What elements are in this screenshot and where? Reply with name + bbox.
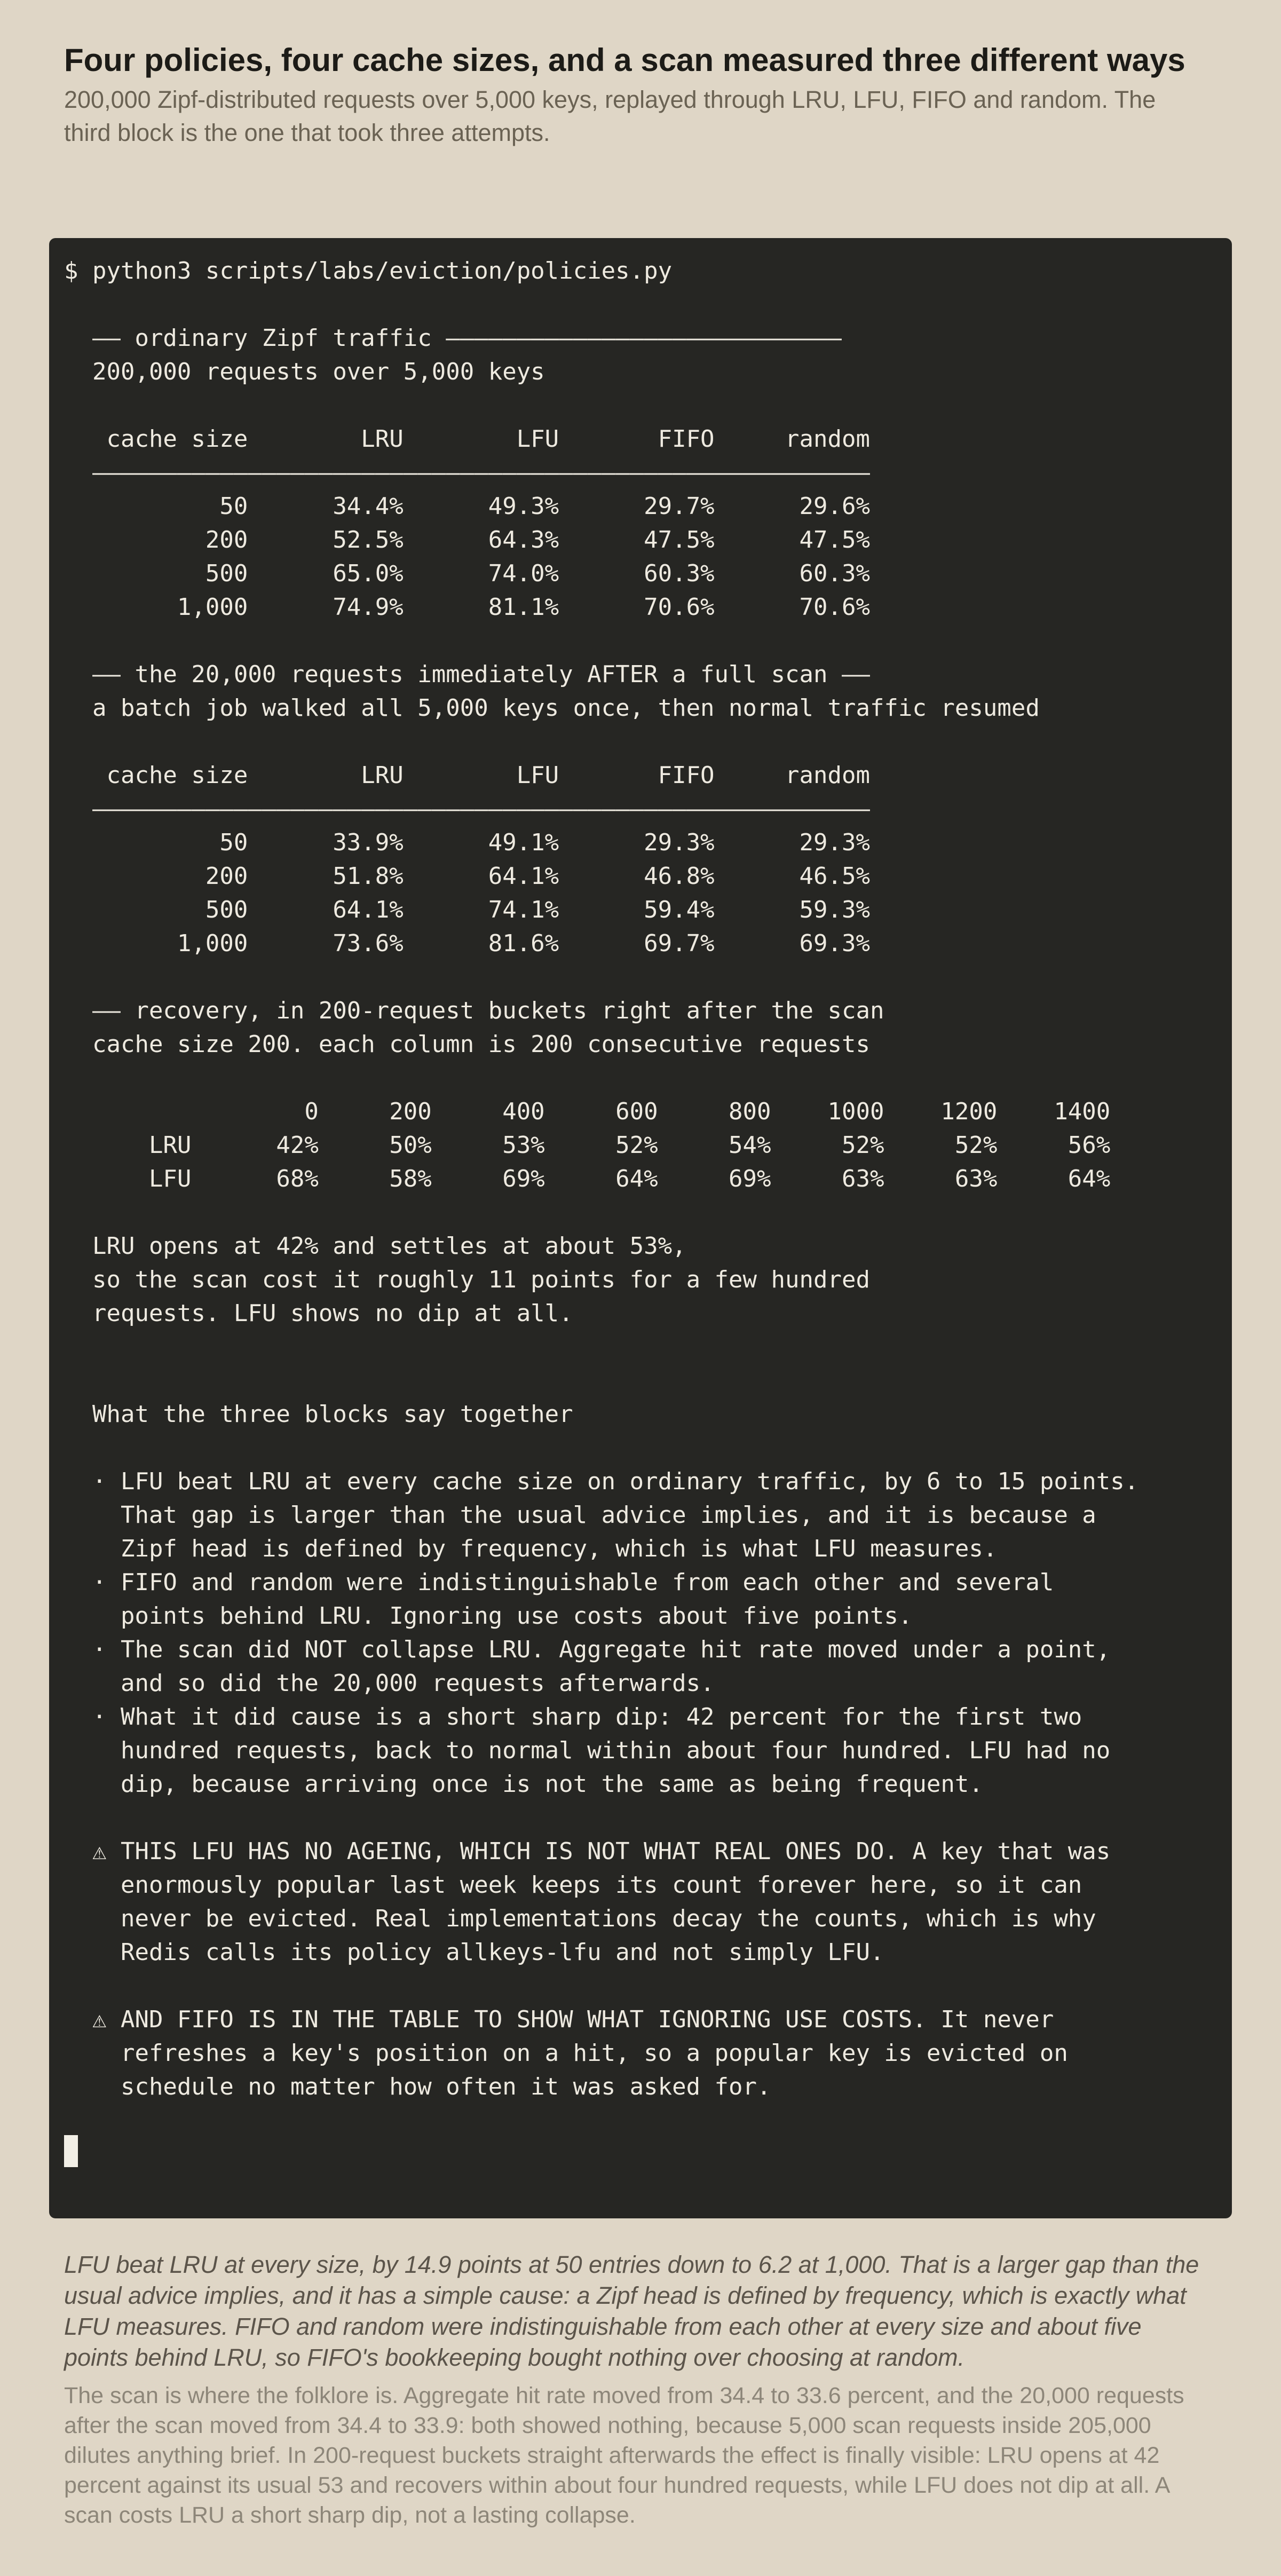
terminal-line: 500 64.1% 74.1% 59.4% 59.3% <box>64 896 870 923</box>
terminal-line: cache size LRU LFU FIFO random <box>64 425 870 453</box>
terminal-line: —— recovery, in 200-request buckets right after the scan <box>64 997 884 1024</box>
terminal-line: LRU 42% 50% 53% 52% 54% 52% 52% 56% <box>64 1132 1111 1159</box>
terminal-line: That gap is larger than the usual advice implies, and it is because a <box>64 1502 1096 1529</box>
terminal-line <box>64 624 1138 658</box>
terminal-line: 1,000 74.9% 81.1% 70.6% 70.6% <box>64 594 870 621</box>
page-footer <box>64 2249 1212 2530</box>
terminal-line: Redis calls its policy allkeys-lfu and not simply LFU. <box>64 1939 884 1966</box>
terminal-line: 1,000 73.6% 81.6% 69.7% 69.3% <box>64 930 870 957</box>
terminal-line: cache size 200. each column is 200 consecutive requests <box>64 1031 870 1058</box>
terminal-line <box>64 725 1138 758</box>
terminal-line: requests. LFU shows no dip at all. <box>64 1300 573 1327</box>
terminal-line <box>64 389 1138 422</box>
terminal-line: · The scan did NOT collapse LRU. Aggregate hit rate moved under a point, <box>64 1636 1111 1663</box>
terminal-line: 200 52.5% 64.3% 47.5% 47.5% <box>64 526 870 554</box>
terminal-line <box>64 960 1138 994</box>
terminal-line: ——————————————————————————————————————————————————————— <box>64 795 870 823</box>
terminal-line: ⚠ THIS LFU HAS NO AGEING, WHICH IS NOT WHAT REAL ONES DO. A key that was <box>64 1838 1111 1865</box>
terminal-line: LRU opens at 42% and settles at about 53%, <box>64 1232 686 1260</box>
detail-note: The scan is where the folklore is. Aggregate hit rate moved from 34.4 to 33.6 percent, and the 20,000 requests after the scan moved from 34.4 to 33.9: both showed nothing, because 5,000 scan requests inside 205,000 dilutes anything brief. In 200-request buckets straight afterwards the effect is finally visible: LRU opens at 42 percent against its usual 53 and recovers within about four hundred requests, while LFU does not dip at all. A scan costs LRU a short sharp dip, not a lasting collapse. <box>64 2383 1184 2528</box>
terminal-line <box>64 1364 1138 1397</box>
terminal-line: hundred requests, back to normal within about four hundred. LFU had no <box>64 1737 1111 1764</box>
terminal-line: What the three blocks say together <box>64 1401 573 1428</box>
page-header <box>64 41 1206 149</box>
terminal-line: a batch job walked all 5,000 keys once, then normal traffic resumed <box>64 694 1040 722</box>
terminal-line: —— ordinary Zipf traffic ———————————————————————————— <box>64 325 842 352</box>
page-title: Four policies, four cache sizes, and a scan measured three different ways <box>64 42 1185 78</box>
terminal-line: · FIFO and random were indistinguishable from each other and several <box>64 1569 1054 1596</box>
terminal-line: and so did the 20,000 requests afterwards. <box>64 1670 715 1697</box>
terminal-line: ⚠ AND FIFO IS IN THE TABLE TO SHOW WHAT IGNORING USE COSTS. It never <box>64 2006 1054 2033</box>
terminal-line: enormously popular last week keeps its count forever here, so it can <box>64 1871 1082 1899</box>
terminal-line: cache size LRU LFU FIFO random <box>64 762 870 789</box>
terminal-line <box>64 1431 1138 1465</box>
terminal-line: Zipf head is defined by frequency, which is what LFU measures. <box>64 1535 998 1562</box>
terminal-line: $ python3 scripts/labs/eviction/policies.py <box>64 257 673 285</box>
terminal-line: · LFU beat LRU at every cache size on ordinary traffic, by 6 to 15 points. <box>64 1468 1139 1495</box>
page-subtitle: 200,000 Zipf-distributed requests over 5,000 keys, replayed through LRU, LFU, FIFO and random. The third block is the one that took three attempts. <box>64 86 1156 146</box>
terminal-line: LFU 68% 58% 69% 64% 69% 63% 63% 64% <box>64 1165 1111 1192</box>
terminal-line: points behind LRU. Ignoring use costs about five points. <box>64 1602 913 1630</box>
terminal-line: ——————————————————————————————————————————————————————— <box>64 459 870 486</box>
terminal-line: never be evicted. Real implementations decay the counts, which is why <box>64 1905 1096 1932</box>
terminal-window[interactable] <box>49 238 1232 2218</box>
terminal-line: 200,000 requests over 5,000 keys <box>64 358 545 385</box>
summary-note: LFU beat LRU at every size, by 14.9 points at 50 entries down to 6.2 at 1,000. That is a larger gap than the usual advice implies, and it has a simple cause: a Zipf head is defined by frequency, which is exactly what LFU measures. FIFO and random were indistinguishable from each other at every size and about five points behind LRU, so FIFO's bookkeeping bought nothing over choosing at random. <box>64 2251 1199 2371</box>
terminal-output <box>64 254 1138 2104</box>
terminal-line: 50 34.4% 49.3% 29.7% 29.6% <box>64 493 870 520</box>
terminal-line <box>64 288 1138 321</box>
terminal-line: dip, because arriving once is not the same as being frequent. <box>64 1771 983 1798</box>
terminal-line: —— the 20,000 requests immediately AFTER a full scan —— <box>64 661 870 688</box>
terminal-line <box>64 1801 1138 1835</box>
terminal-line <box>64 1061 1138 1095</box>
terminal-line: 0 200 400 600 800 1000 1200 1400 <box>64 1098 1111 1125</box>
terminal-line: 200 51.8% 64.1% 46.8% 46.5% <box>64 863 870 890</box>
terminal-line <box>64 1969 1138 2003</box>
terminal-line: · What it did cause is a short sharp dip: 42 percent for the first two <box>64 1703 1082 1730</box>
terminal-line: 500 65.0% 74.0% 60.3% 60.3% <box>64 560 870 587</box>
terminal-line: schedule no matter how often it was asked for. <box>64 2073 771 2100</box>
terminal-cursor <box>64 2135 78 2167</box>
terminal-line <box>64 1196 1138 1229</box>
terminal-line <box>64 1330 1138 1364</box>
terminal-line: so the scan cost it roughly 11 points for a few hundred <box>64 1266 870 1293</box>
terminal-line: 50 33.9% 49.1% 29.3% 29.3% <box>64 829 870 856</box>
terminal-line: refreshes a key's position on a hit, so a popular key is evicted on <box>64 2040 1068 2067</box>
